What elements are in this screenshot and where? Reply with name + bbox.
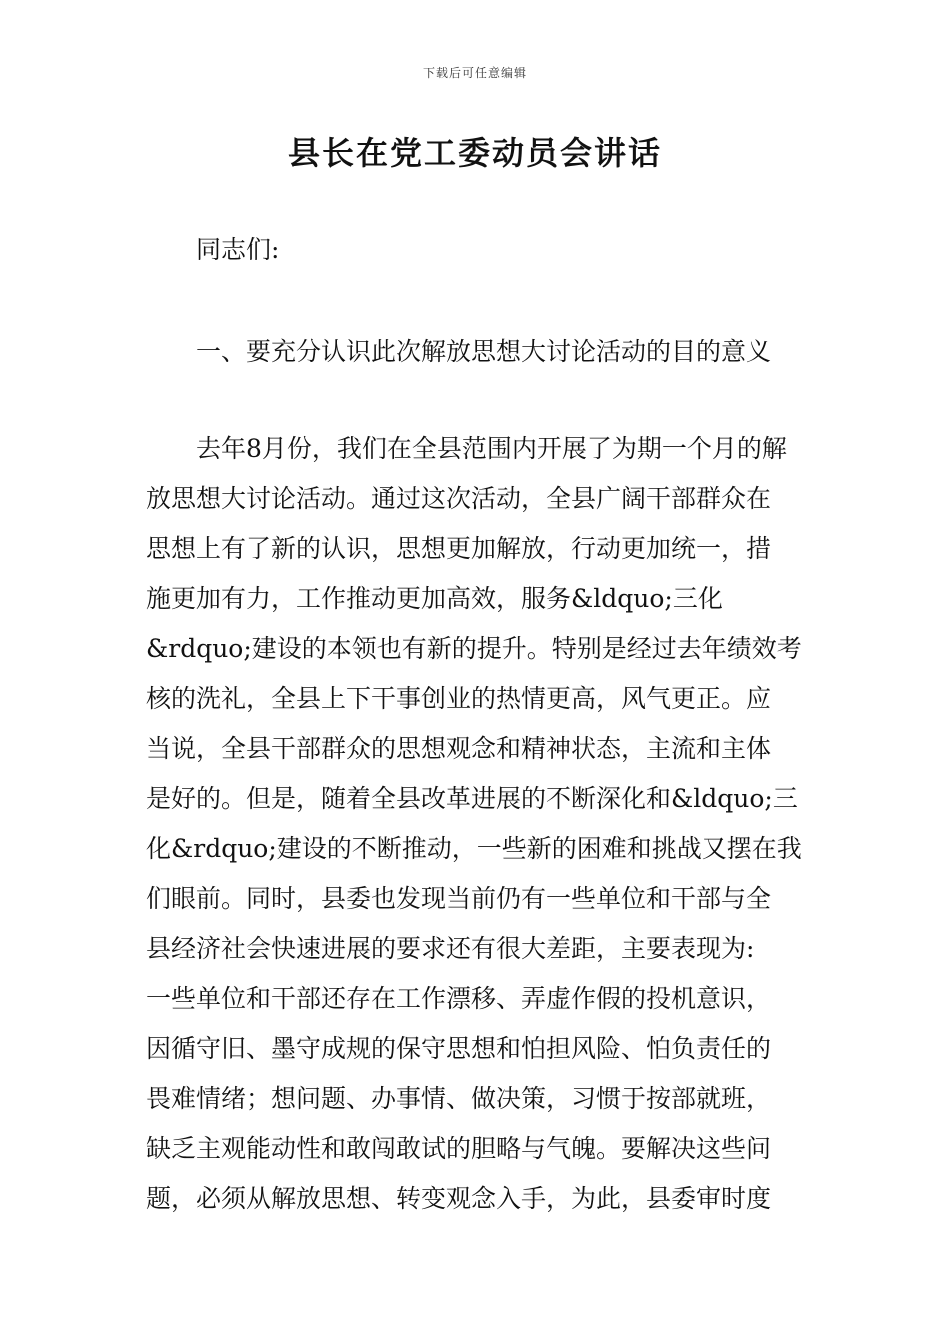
- salutation: 同志们:: [196, 235, 280, 264]
- section-heading: 一、要充分认识此次解放思想大讨论活动的目的意义: [196, 337, 772, 366]
- document-title: 县长在党工委动员会讲话: [287, 134, 662, 172]
- paragraph-line: 当说，全县干部群众的思想观念和精神状态，主流和主体: [146, 734, 772, 763]
- paragraph-line: 题，必须从解放思想、转变观念入手，为此，县委审时度: [146, 1184, 772, 1213]
- body-paragraph: [146, 424, 806, 1224]
- paragraph-line: 思想上有了新的认识，思想更加解放，行动更加统一，措: [146, 534, 772, 563]
- paragraph-line: 是好的。但是，随着全县改革进展的不断深化和&ldquo;三: [146, 784, 798, 813]
- paragraph-line: 一些单位和干部还存在工作漂移、弄虚作假的投机意识，: [146, 984, 772, 1013]
- paragraph-line: 因循守旧、墨守成规的保守思想和怕担风险、怕负责任的: [146, 1034, 772, 1063]
- paragraph-line: &rdquo;建设的本领也有新的提升。特别是经过去年绩效考: [146, 634, 802, 663]
- paragraph-line: 缺乏主观能动性和敢闯敢试的胆略与气魄。要解决这些问: [146, 1134, 772, 1163]
- paragraph-line: 县经济社会快速进展的要求还有很大差距，主要表现为:: [146, 934, 755, 963]
- paragraph-line: 放思想大讨论活动。通过这次活动，全县广阔干部群众在: [146, 484, 772, 513]
- paragraph-line: 施更加有力，工作推动更加高效，服务&ldquo;三化: [146, 584, 723, 613]
- paragraph-line: 去年8月份，我们在全县范围内开展了为期一个月的解: [196, 434, 787, 463]
- paragraph-line: 核的洗礼，全县上下干事创业的热情更高，风气更正。应: [146, 684, 772, 713]
- paragraph-line: 畏难情绪；想问题、办事情、做决策，习惯于按部就班，: [146, 1084, 772, 1113]
- paragraph-line: 化&rdquo;建设的不断推动，一些新的困难和挑战又摆在我: [146, 834, 802, 863]
- header-watermark: 下载后可任意编辑: [422, 66, 527, 80]
- paragraph-line: 们眼前。同时，县委也发现当前仍有一些单位和干部与全: [146, 884, 772, 913]
